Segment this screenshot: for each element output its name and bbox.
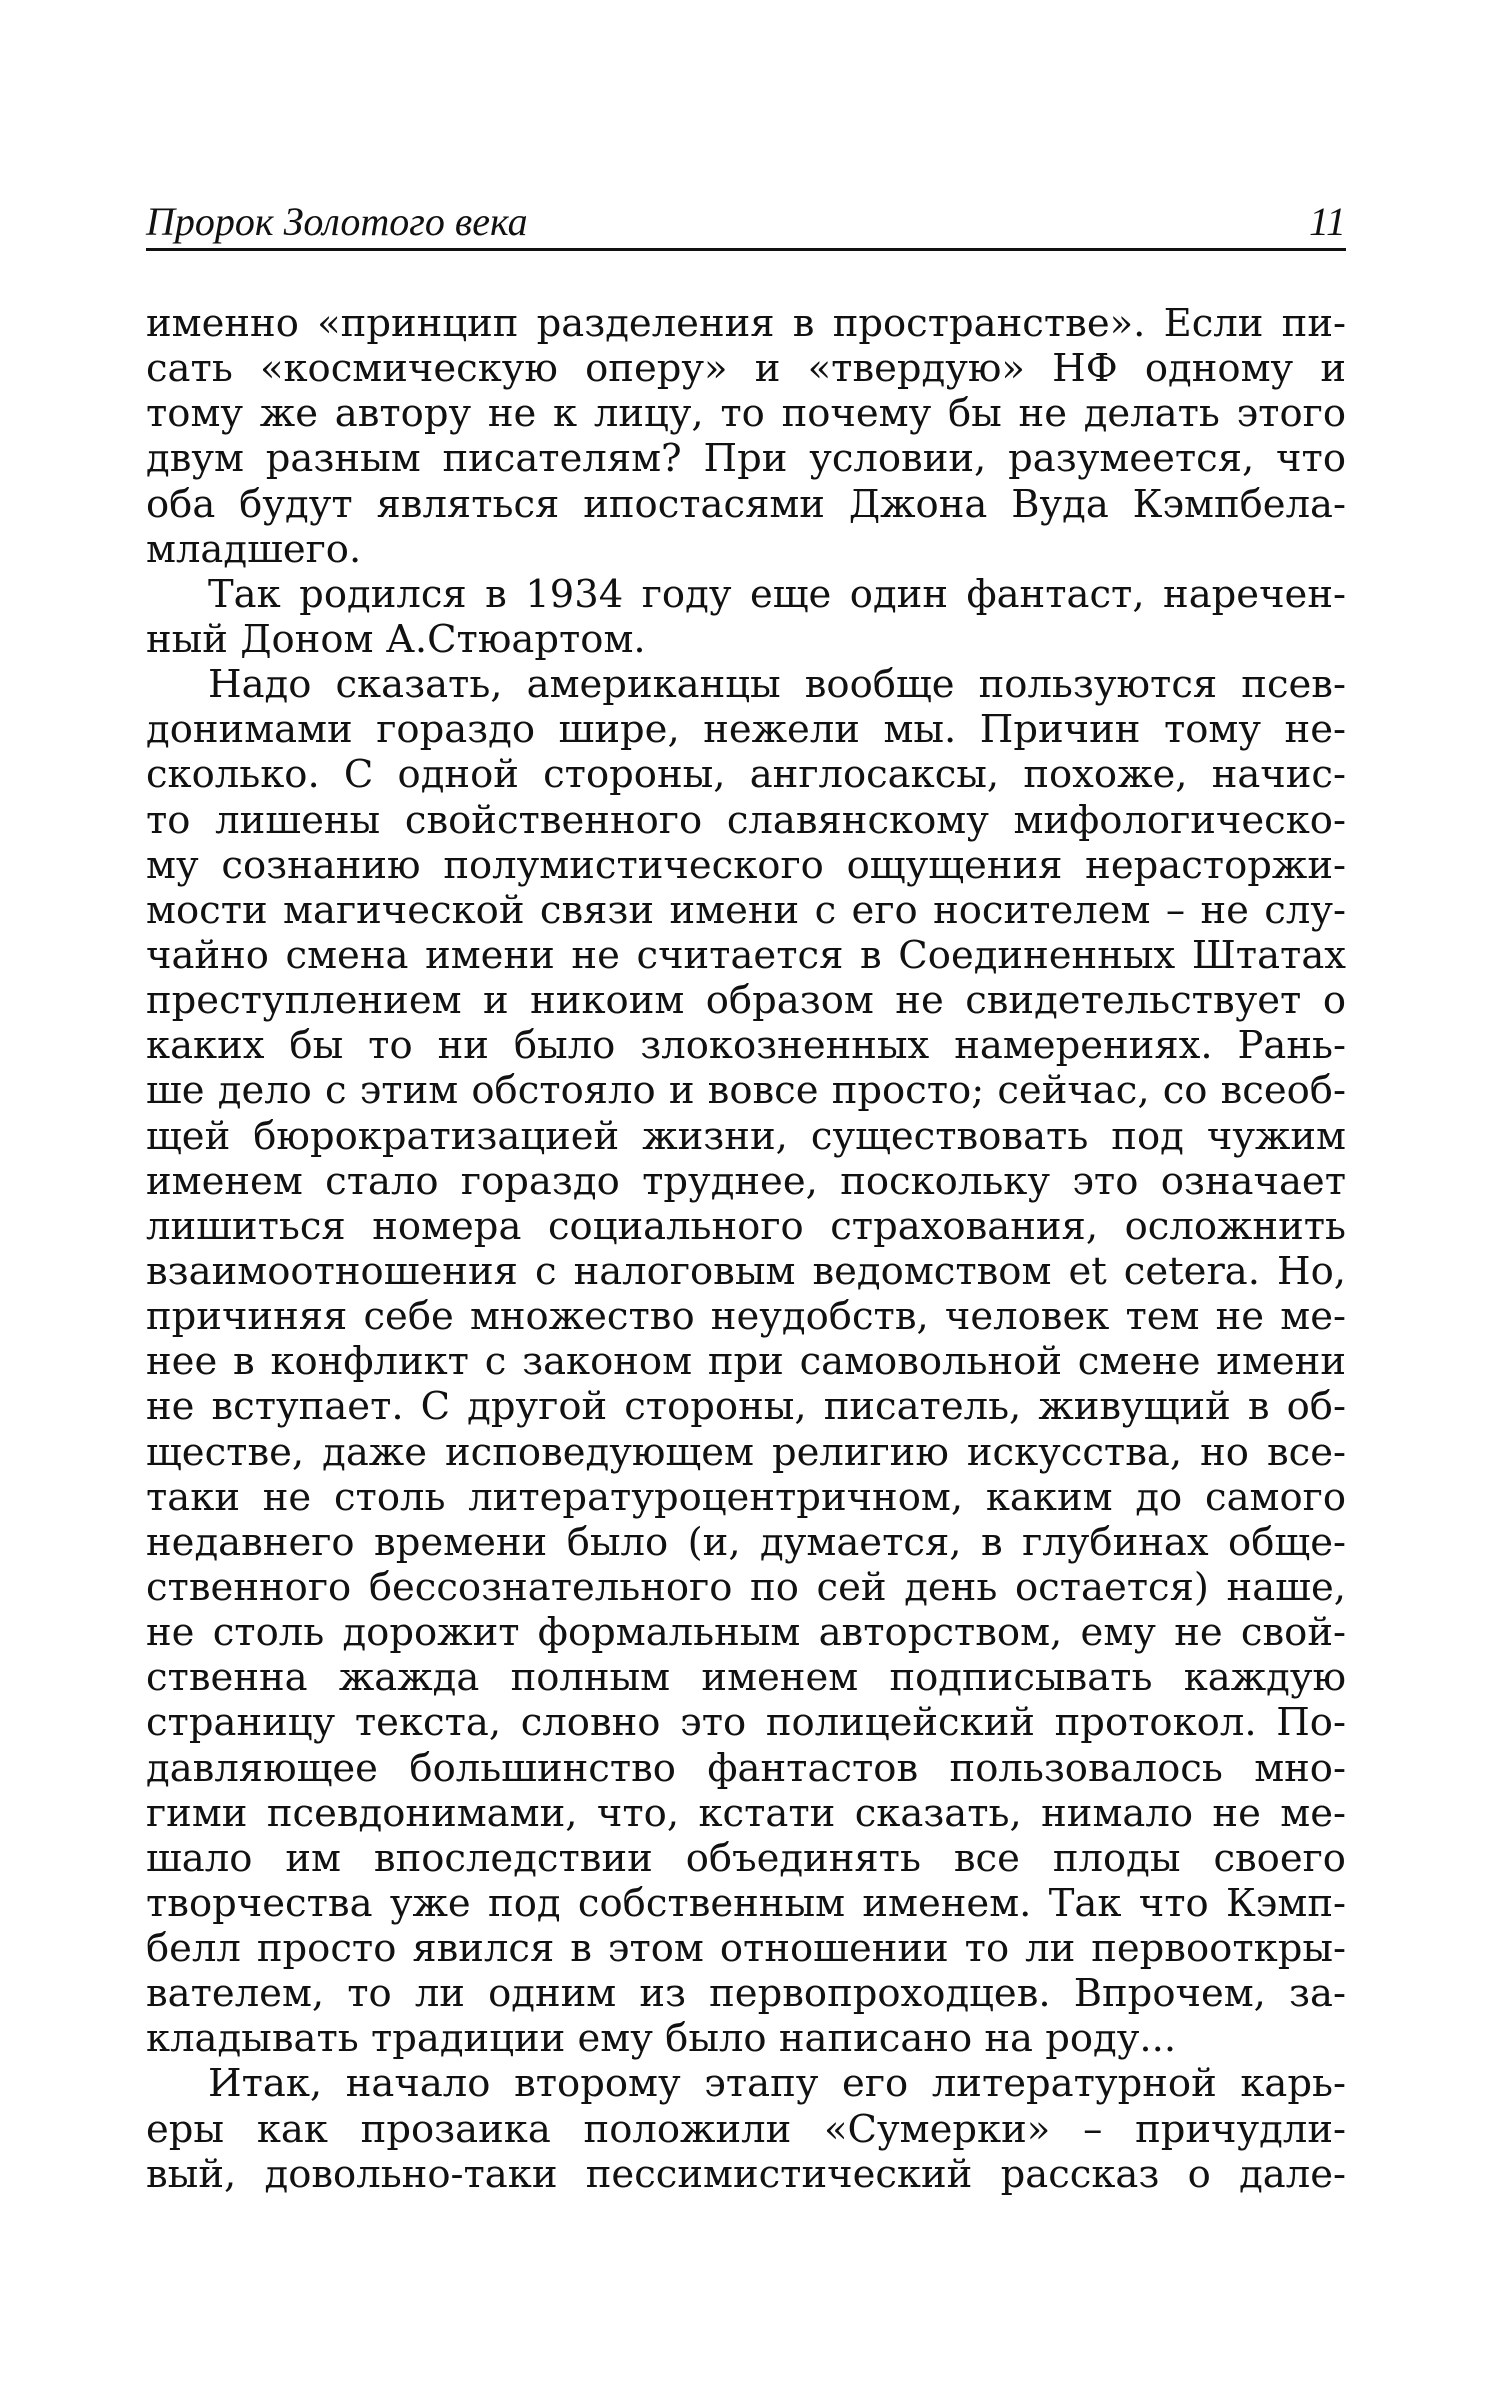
text-line: чайно смена имени не считается в Соединенных Штатах <box>146 932 1346 978</box>
text-line: сколько. С одной стороны, англосаксы, похоже, начис- <box>146 752 1346 798</box>
text-line: вый, довольно-таки пессимистический рассказ о дале- <box>146 2151 1346 2197</box>
text-line: то лишены свойственного славянскому мифологическо- <box>146 797 1346 843</box>
text-line: лишиться номера социального страхования, осложнить <box>146 1203 1346 1249</box>
text-line: ше дело с этим обстояло и вовсе просто; сейчас, со всеоб- <box>146 1068 1346 1114</box>
text-line: каких бы то ни было злокозненных намерениях. Рань- <box>146 1023 1346 1069</box>
paragraph <box>146 662 1346 2061</box>
paragraph <box>146 572 1346 662</box>
text-line: взаимоотношения с налоговым ведомством et cetera. Но, <box>146 1248 1346 1294</box>
text-line: младшего. <box>146 526 362 572</box>
text-line: таки не столь литературоцентричном, каким до самого <box>146 1474 1346 1520</box>
text-line: му сознанию полумистического ощущения нерасторжи- <box>146 842 1346 888</box>
body-text <box>146 301 1346 2197</box>
text-line: недавнего времени было (и, думается, в глубинах обще- <box>146 1519 1346 1565</box>
text-line: давляющее большинство фантастов пользовалось мно- <box>146 1745 1346 1791</box>
text-line: Итак, начало второму этапу его литературной карь- <box>208 2061 1346 2107</box>
text-line: страницу текста, словно это полицейский протокол. По- <box>146 1700 1346 1746</box>
text-line: шало им впоследствии объединять все плоды своего <box>146 1835 1346 1881</box>
text-line: ществе, даже исповедующем религию искусства, но все- <box>146 1429 1346 1475</box>
text-line: тому же автору не к лицу, то почему бы не делать этого <box>146 391 1346 437</box>
text-line: гими псевдонимами, что, кстати сказать, нимало не ме- <box>146 1790 1346 1836</box>
text-line: творчества уже под собственным именем. Так что Кэмп- <box>146 1880 1346 1926</box>
paragraph <box>146 2061 1346 2196</box>
text-line: белл просто явился в этом отношении то ли первооткры- <box>146 1926 1346 1972</box>
running-head <box>146 196 1346 251</box>
text-line: нее в конфликт с законом при самовольной смене имени <box>146 1339 1346 1385</box>
text-line: ственна жажда полным именем подписывать каждую <box>146 1655 1346 1701</box>
text-line: донимами гораздо шире, нежели мы. Причин тому не- <box>146 707 1346 753</box>
text-line: не столь дорожит формальным авторством, ему не свой- <box>146 1610 1346 1656</box>
text-line: причиняя себе множество неудобств, человек тем не ме- <box>146 1294 1346 1340</box>
running-title: Пророк Золотого века <box>146 199 528 244</box>
text-line: оба будут являться ипостасями Джона Вуда Кэмпбела- <box>146 481 1346 527</box>
text-line: мости магической связи имени с его носителем – не слу- <box>146 887 1346 933</box>
text-line: кладывать традиции ему было написано на роду... <box>146 2016 1177 2062</box>
text-line: двум разным писателям? При условии, разумеется, что <box>146 436 1346 482</box>
text-line: вателем, то ли одним из первопроходцев. Впрочем, за- <box>146 1971 1346 2017</box>
text-line: именем стало гораздо труднее, поскольку это означает <box>146 1158 1346 1204</box>
text-line: Так родился в 1934 году еще один фантаст, наречен- <box>208 571 1346 617</box>
text-line: не вступает. С другой стороны, писатель, живущий в об- <box>146 1384 1346 1430</box>
text-line: щей бюрократизацией жизни, существовать под чужим <box>146 1113 1346 1159</box>
text-line: именно «принцип разделения в пространстве». Если пи- <box>146 301 1346 346</box>
text-line: еры как прозаика положили «Сумерки» – причудли- <box>146 2106 1346 2152</box>
text-line: ственного бессознательного по сей день остается) наше, <box>146 1564 1346 1610</box>
text-line: преступлением и никоим образом не свидетельствует о <box>146 978 1346 1024</box>
text-line: сать «космическую оперу» и «твердую» НФ одному и <box>146 346 1346 392</box>
paragraph <box>146 301 1346 572</box>
text-line: ный Доном А.Стюартом. <box>146 616 646 662</box>
page-number: 11 <box>1308 199 1346 244</box>
text-line: Надо сказать, американцы вообще пользуются псев- <box>208 662 1346 708</box>
